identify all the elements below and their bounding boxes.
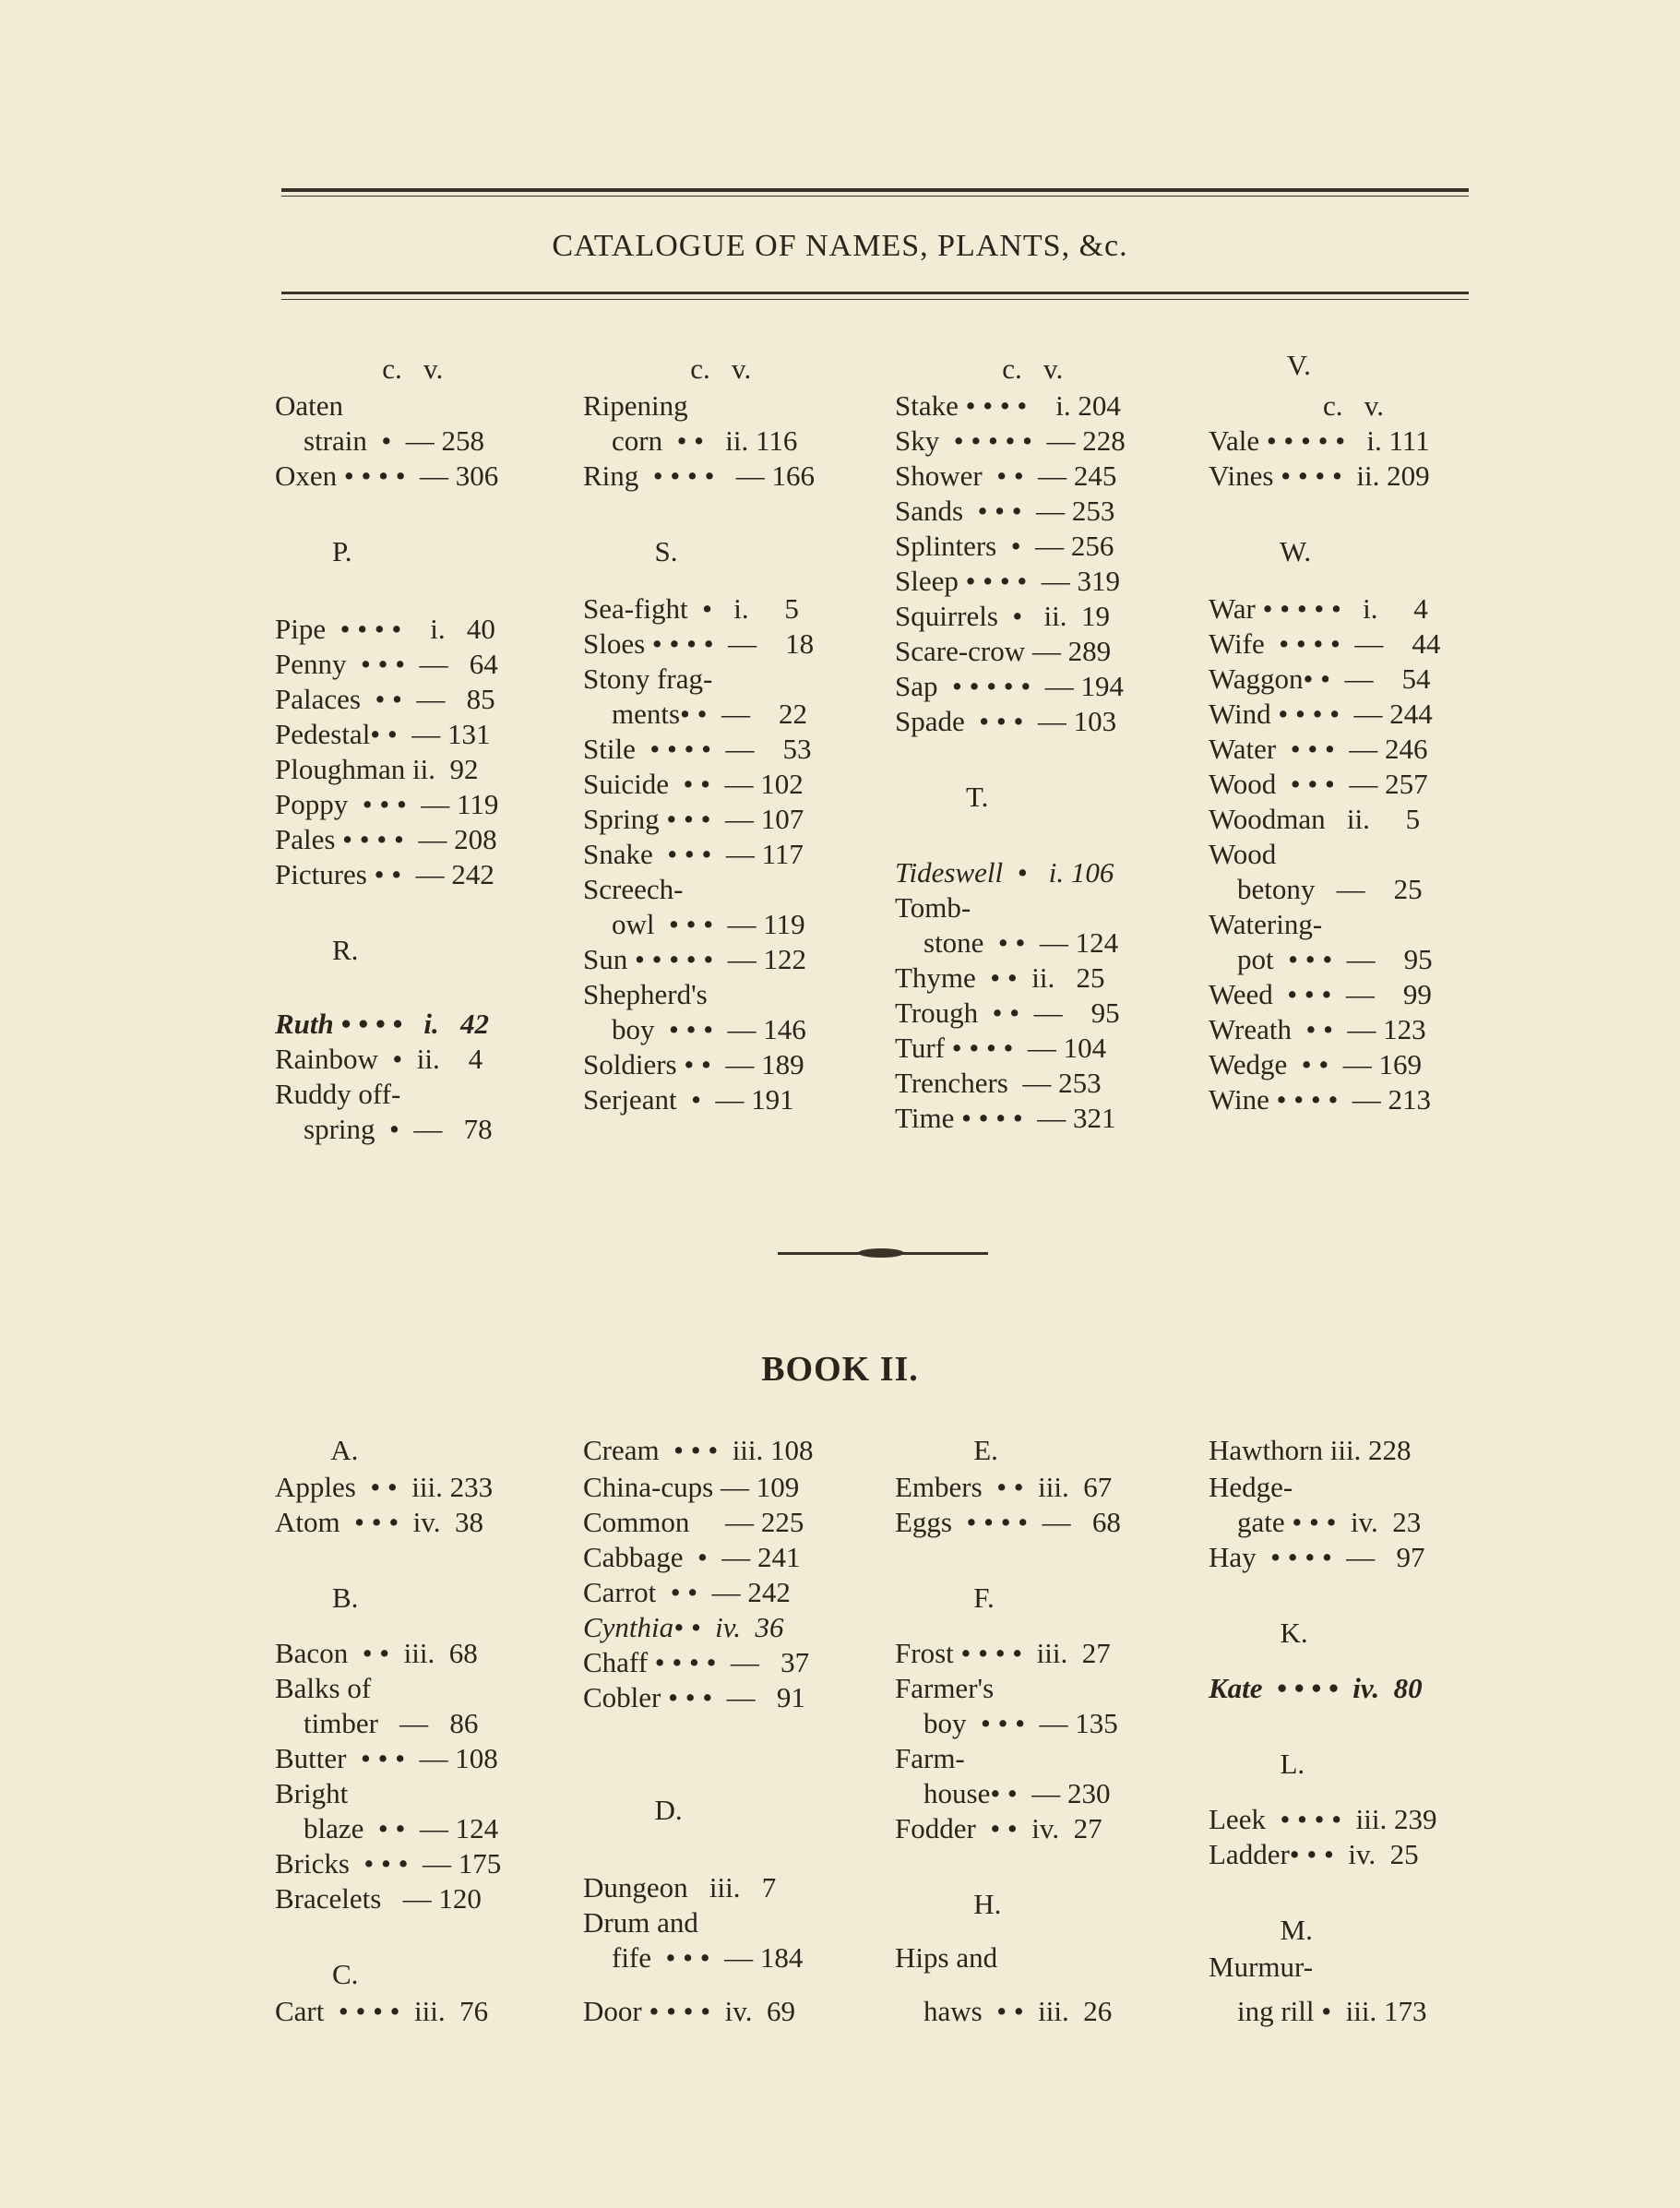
index-entry: Shepherd's [583, 978, 708, 1010]
index-entry: Cobler • • • — 91 [583, 1681, 805, 1713]
index-entry: Rainbow • ii. 4 [275, 1043, 483, 1075]
index-entry: Ruddy off- [275, 1078, 401, 1110]
index-entry: Apples • • iii. 233 [275, 1471, 494, 1503]
index-entry: Pictures • • — 242 [275, 858, 494, 890]
index-entry: Scare-crow — 289 [895, 635, 1112, 667]
index-entry: Stile • • • • — 53 [583, 733, 812, 765]
index-entry: M. [1209, 1914, 1313, 1946]
index-entry: Hedge- [1209, 1471, 1293, 1503]
index-entry: F. [895, 1581, 995, 1614]
index-entry: blaze • • — 124 [275, 1812, 499, 1844]
index-entry: War • • • • • i. 4 [1209, 592, 1428, 625]
index-entry: L. [1209, 1748, 1305, 1780]
index-entry: Hay • • • • — 97 [1209, 1541, 1425, 1573]
index-entry: Oxen • • • • — 306 [275, 460, 499, 492]
page-title: CATALOGUE OF NAMES, PLANTS, &c. [552, 229, 1128, 263]
index-entry: Spring • • • — 107 [583, 803, 804, 835]
index-entry: Eggs • • • • — 68 [895, 1506, 1121, 1538]
index-entry: Penny • • • — 64 [275, 648, 498, 680]
index-entry: D. [583, 1794, 683, 1826]
index-entry: A. [275, 1434, 359, 1466]
index-entry: Weed • • • — 99 [1209, 978, 1432, 1010]
index-entry: ing rill • iii. 173 [1209, 1995, 1427, 2027]
index-entry: Squirrels • ii. 19 [895, 600, 1111, 632]
index-entry: P. [275, 535, 352, 567]
index-entry: owl • • • — 119 [583, 908, 805, 940]
index-entry: Shower • • — 245 [895, 460, 1117, 492]
index-entry: Screech- [583, 873, 684, 905]
index-entry: Trenchers — 253 [895, 1067, 1102, 1099]
index-entry: China-cups — 109 [583, 1471, 800, 1503]
index-entry: c. v. [895, 352, 1064, 385]
index-entry: Cart • • • • iii. 76 [275, 1995, 489, 2027]
index-entry: K. [1209, 1617, 1308, 1649]
index-entry: S. [583, 535, 678, 567]
index-entry: T. [895, 781, 989, 813]
index-entry: Murmur- [1209, 1951, 1314, 1983]
index-entry: ments• • — 22 [583, 698, 808, 730]
index-entry: Pales • • • • — 208 [275, 823, 497, 855]
index-entry: Sun • • • • • — 122 [583, 943, 807, 975]
index-entry: Bracelets — 120 [275, 1882, 482, 1915]
index-entry: Pedestal• • — 131 [275, 718, 491, 750]
index-entry: Hips and [895, 1941, 998, 1974]
index-entry: Wife • • • • — 44 [1209, 627, 1441, 660]
index-entry: B. [275, 1581, 359, 1614]
index-entry: Splinters • — 256 [895, 530, 1114, 562]
index-entry: E. [895, 1434, 998, 1466]
index-entry: Spade • • • — 103 [895, 705, 1117, 737]
index-entry: Drum and [583, 1906, 698, 1939]
index-entry: Palaces • • — 85 [275, 683, 495, 715]
index-entry: house• • — 230 [895, 1777, 1111, 1809]
index-entry: Vale • • • • • i. 111 [1209, 424, 1430, 457]
index-entry: Vines • • • • ii. 209 [1209, 460, 1430, 492]
index-entry: spring • — 78 [275, 1113, 493, 1145]
index-entry: Ladder• • • iv. 25 [1209, 1838, 1419, 1870]
index-entry: boy • • • — 135 [895, 1707, 1118, 1739]
index-entry: corn • • ii. 116 [583, 424, 798, 457]
index-entry: Stony frag- [583, 662, 713, 695]
index-entry: Trough • • — 95 [895, 997, 1120, 1029]
index-entry: pot • • • — 95 [1209, 943, 1433, 975]
index-entry: Wood [1209, 838, 1277, 870]
index-entry: Thyme • • ii. 25 [895, 961, 1105, 994]
title-rule-thick [281, 292, 1469, 294]
index-entry: Carrot • • — 242 [583, 1576, 791, 1608]
index-entry: Farm- [895, 1742, 965, 1774]
index-entry: Bacon • • iii. 68 [275, 1637, 478, 1669]
index-entry: Atom • • • iv. 38 [275, 1506, 484, 1538]
index-entry: Door • • • • iv. 69 [583, 1995, 795, 2027]
index-entry: c. v. [275, 352, 444, 385]
top-rule-thin [281, 196, 1469, 197]
index-entry: Pipe • • • • i. 40 [275, 613, 495, 645]
index-entry: Hawthorn iii. 228 [1209, 1434, 1412, 1466]
index-entry: gate • • • iv. 23 [1209, 1506, 1422, 1538]
index-entry: Woodman ii. 5 [1209, 803, 1421, 835]
ornament-divider-center [858, 1248, 904, 1258]
index-entry: boy • • • — 146 [583, 1013, 806, 1045]
index-entry: Ring • • • • — 166 [583, 460, 815, 492]
index-entry: Wreath • • — 123 [1209, 1013, 1426, 1045]
index-entry: fife • • • — 184 [583, 1941, 804, 1974]
index-entry: Fodder • • iv. 27 [895, 1812, 1102, 1844]
index-entry: V. [1209, 349, 1311, 381]
book-title: BOOK II. [761, 1350, 919, 1389]
index-entry: Dungeon iii. 7 [583, 1871, 777, 1904]
index-entry: Frost • • • • iii. 27 [895, 1637, 1111, 1669]
index-entry: Sleep • • • • — 319 [895, 565, 1121, 597]
index-entry: Stake • • • • i. 204 [895, 389, 1121, 422]
index-entry: Leek • • • • iii. 239 [1209, 1803, 1437, 1835]
index-entry: Cynthia• • iv. 36 [583, 1611, 784, 1643]
index-entry: Wood • • • — 257 [1209, 768, 1428, 800]
index-entry: betony — 25 [1209, 873, 1423, 905]
index-entry: Water • • • — 246 [1209, 733, 1428, 765]
index-entry: Farmer's [895, 1672, 995, 1704]
index-entry: Tomb- [895, 891, 971, 924]
index-entry: H. [895, 1888, 1002, 1920]
index-entry: Sloes • • • • — 18 [583, 627, 815, 660]
index-entry: Chaff • • • • — 37 [583, 1646, 810, 1678]
index-entry: Time • • • • — 321 [895, 1102, 1116, 1134]
index-entry: Serjeant • — 191 [583, 1083, 794, 1116]
index-entry: Ploughman ii. 92 [275, 753, 479, 785]
index-entry: Wind • • • • — 244 [1209, 698, 1433, 730]
index-entry: Embers • • iii. 67 [895, 1471, 1113, 1503]
index-entry: Poppy • • • — 119 [275, 788, 499, 820]
index-entry: Cabbage • — 241 [583, 1541, 801, 1573]
index-entry: strain • — 258 [275, 424, 484, 457]
index-entry: Ripening [583, 389, 688, 422]
index-entry: Suicide • • — 102 [583, 768, 804, 800]
index-entry: Bricks • • • — 175 [275, 1847, 502, 1880]
index-entry: Sap • • • • • — 194 [895, 670, 1125, 702]
index-entry: Tideswell • i. 106 [895, 856, 1114, 889]
index-entry: Common — 225 [583, 1506, 804, 1538]
index-entry: haws • • iii. 26 [895, 1995, 1113, 2027]
index-entry: Bright [275, 1777, 349, 1809]
title-rule-thin [281, 299, 1469, 300]
index-entry: Sands • • • — 253 [895, 495, 1115, 527]
index-entry: stone • • — 124 [895, 926, 1119, 959]
index-entry: Snake • • • — 117 [583, 838, 804, 870]
index-entry: Kate • • • • iv. 80 [1209, 1672, 1423, 1704]
top-rule-thick [281, 188, 1469, 192]
index-entry: Soldiers • • — 189 [583, 1048, 804, 1080]
index-entry: Wine • • • • — 213 [1209, 1083, 1432, 1116]
index-entry: Balks of [275, 1672, 372, 1704]
index-entry: C. [275, 1958, 359, 1990]
index-entry: timber — 86 [275, 1707, 479, 1739]
index-entry: Waggon• • — 54 [1209, 662, 1431, 695]
index-entry: Sea-fight • i. 5 [583, 592, 799, 625]
index-entry: R. [275, 934, 359, 966]
index-entry: Butter • • • — 108 [275, 1742, 498, 1774]
index-entry: Watering- [1209, 908, 1323, 940]
index-entry: Cream • • • iii. 108 [583, 1434, 814, 1466]
index-entry: c. v. [1209, 389, 1384, 422]
index-entry: c. v. [583, 352, 752, 385]
index-entry: Oaten [275, 389, 344, 422]
index-entry: Turf • • • • — 104 [895, 1032, 1107, 1064]
index-entry: Ruth • • • • i. 42 [275, 1008, 490, 1040]
index-entry: Sky • • • • • — 228 [895, 424, 1126, 457]
index-entry: W. [1209, 535, 1312, 567]
index-entry: Wedge • • — 169 [1209, 1048, 1423, 1080]
